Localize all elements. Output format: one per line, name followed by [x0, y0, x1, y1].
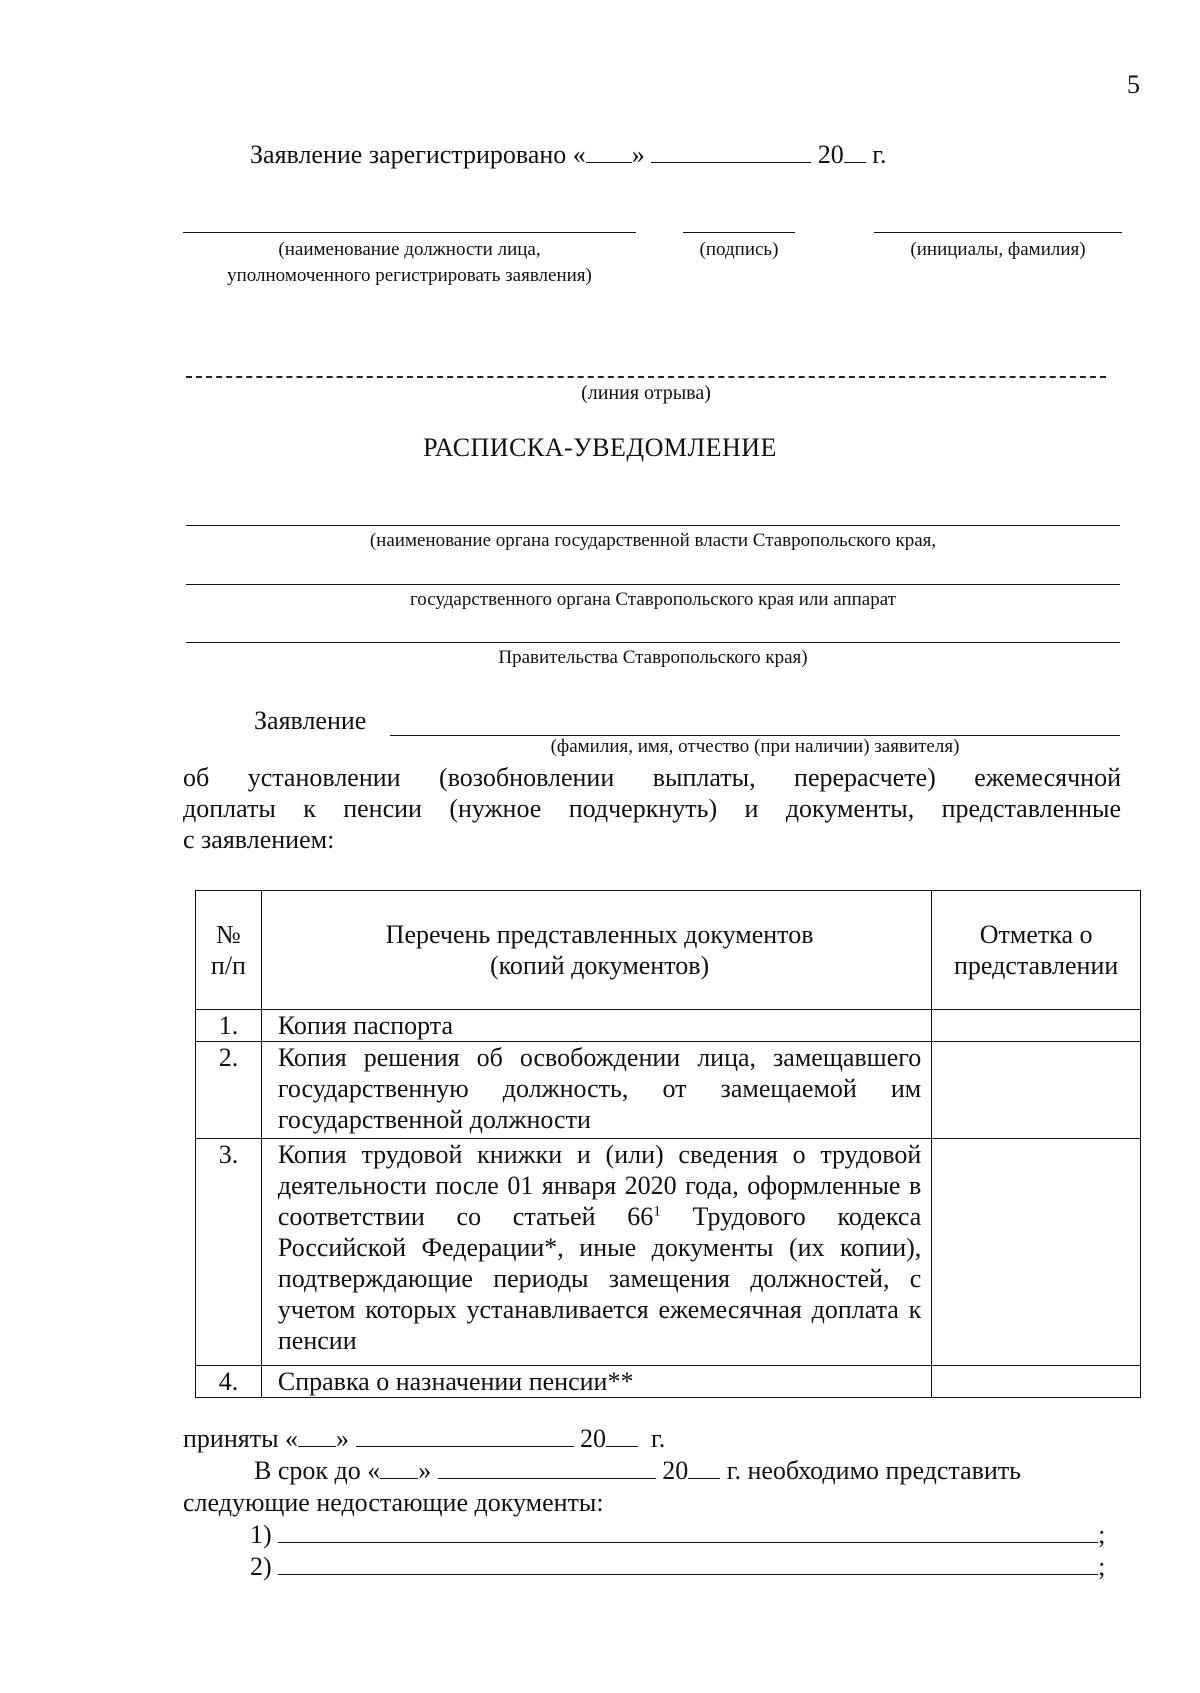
row-number: 2. [196, 1042, 262, 1139]
row-mark-cell[interactable] [932, 1366, 1141, 1398]
document-title: РАСПИСКА-УВЕДОМЛЕНИЕ [423, 433, 777, 462]
row-document-text-before: Копия трудовой книжки и (или) сведения о трудовой деятельности после 01 января 2020 года, оформленные в соответствии со статьей 66 [277, 1140, 922, 1231]
organ-line-1[interactable] [186, 525, 1120, 526]
initials-line[interactable] [874, 232, 1122, 233]
applicant-caption: (фамилия, имя, отчество (при наличии) заявителя) [550, 736, 960, 757]
missing-item-fill[interactable] [278, 1552, 1098, 1575]
application-label: Заявление [254, 706, 367, 735]
table-row [196, 1010, 1141, 1042]
position-signature-line[interactable] [183, 232, 636, 233]
deadline-day-blank[interactable] [380, 1456, 418, 1479]
organ-line-2[interactable] [186, 584, 1120, 585]
accepted-year-suffix: г. [651, 1424, 666, 1453]
missing-item-label: 2) [250, 1552, 272, 1581]
position-caption [183, 237, 636, 289]
deadline-close-quote: » [418, 1456, 432, 1485]
signature-caption: (подпись) [699, 239, 779, 260]
header-mark-line1: Отметка о [979, 920, 1093, 949]
paragraph-line-3: с заявлением: [183, 825, 335, 854]
page-number: 5 [1127, 70, 1140, 99]
row-number: 1. [196, 1010, 262, 1042]
row-mark-cell[interactable] [932, 1042, 1141, 1139]
row-document [261, 1139, 931, 1366]
accepted-month-blank[interactable] [356, 1424, 574, 1447]
paragraph-line-1: об установлении (возобновлении выплаты, перерасчете) ежемесячной [183, 763, 1121, 792]
header-documents [261, 891, 931, 1010]
deadline-year-prefix: 20 [662, 1456, 689, 1485]
row-number: 4. [196, 1366, 262, 1398]
missing-item-fill[interactable] [278, 1520, 1098, 1543]
row-document-text-after: Трудового кодекса Российской Федерации*, иные документы (их копии), подтверждающие периоды замещения должностей, с учетом которых устанавливается ежемесячная доплата к пенсии [277, 1202, 922, 1355]
application-paragraph [183, 762, 1121, 855]
signature-line[interactable] [683, 232, 795, 233]
organ-caption-1: (наименование органа государственной власти Ставропольского края, [369, 530, 937, 551]
header-number-line2: п/п [210, 951, 246, 980]
registration-month-blank[interactable] [651, 140, 811, 163]
accepted-day-blank[interactable] [298, 1424, 336, 1447]
registration-year-prefix: 20 [817, 140, 844, 169]
paragraph-line-2: доплаты к пенсии (нужное подчеркнуть) и документы, представленные [183, 794, 1121, 823]
missing-item-end: ; [1098, 1520, 1106, 1549]
missing-item-1 [250, 1520, 1122, 1550]
tear-line-caption: (линия отрыва) [581, 382, 711, 404]
missing-item-2 [250, 1552, 1122, 1582]
header-mark-line2: представлении [953, 951, 1119, 980]
deadline-prefix: В срок до « [254, 1456, 381, 1485]
deadline-line-2: следующие недостающие документы: [183, 1488, 604, 1517]
registration-line [250, 140, 887, 170]
deadline-line [254, 1456, 1121, 1486]
table-row [196, 1366, 1141, 1398]
documents-table [195, 890, 1141, 1398]
organ-caption-3: Правительства Ставропольского края) [498, 647, 808, 668]
missing-item-end: ; [1098, 1552, 1106, 1581]
accepted-line [183, 1424, 665, 1454]
header-number-line1: № [216, 920, 241, 949]
organ-line-3[interactable] [186, 642, 1120, 643]
row-document-superscript: 1 [653, 1203, 661, 1220]
registration-year-suffix: г. [872, 140, 887, 169]
table-row [196, 1139, 1141, 1366]
accepted-close-quote: » [336, 1424, 350, 1453]
table-header-row [196, 891, 1141, 1010]
missing-item-label: 1) [250, 1520, 272, 1549]
header-mark [932, 891, 1141, 1010]
accepted-year-blank[interactable] [606, 1424, 638, 1447]
position-caption-line2: уполномоченного регистрировать заявления) [227, 265, 592, 286]
registration-day-blank[interactable] [586, 140, 632, 163]
initials-caption: (инициалы, фамилия) [910, 239, 1086, 260]
accepted-prefix: приняты « [183, 1424, 299, 1453]
row-mark-cell[interactable] [932, 1139, 1141, 1366]
registration-prefix: Заявление зарегистрировано « [250, 140, 586, 169]
registration-close-quote: » [631, 140, 645, 169]
row-number: 3. [196, 1139, 262, 1366]
header-documents-line2: (копий документов) [489, 951, 710, 980]
tear-line [186, 376, 1106, 378]
deadline-year-blank[interactable] [688, 1456, 720, 1479]
row-document: Копия решения об освобождении лица, замещавшего государственную должность, от замещаемой им государственной должности [261, 1042, 931, 1139]
deadline-month-blank[interactable] [438, 1456, 656, 1479]
header-documents-line1: Перечень представленных документов [385, 920, 814, 949]
organ-caption-2: государственного органа Ставропольского края или аппарат [409, 589, 896, 610]
registration-year-blank[interactable] [844, 140, 866, 163]
row-mark-cell[interactable] [932, 1010, 1141, 1042]
position-caption-line1: (наименование должности лица, [278, 239, 541, 260]
header-number [196, 891, 262, 1010]
row-document: Справка о назначении пенсии** [261, 1366, 931, 1398]
row-document: Копия паспорта [261, 1010, 931, 1042]
table-row [196, 1042, 1141, 1139]
deadline-year-suffix: г. необходимо представить [726, 1456, 1022, 1485]
accepted-year-prefix: 20 [580, 1424, 607, 1453]
